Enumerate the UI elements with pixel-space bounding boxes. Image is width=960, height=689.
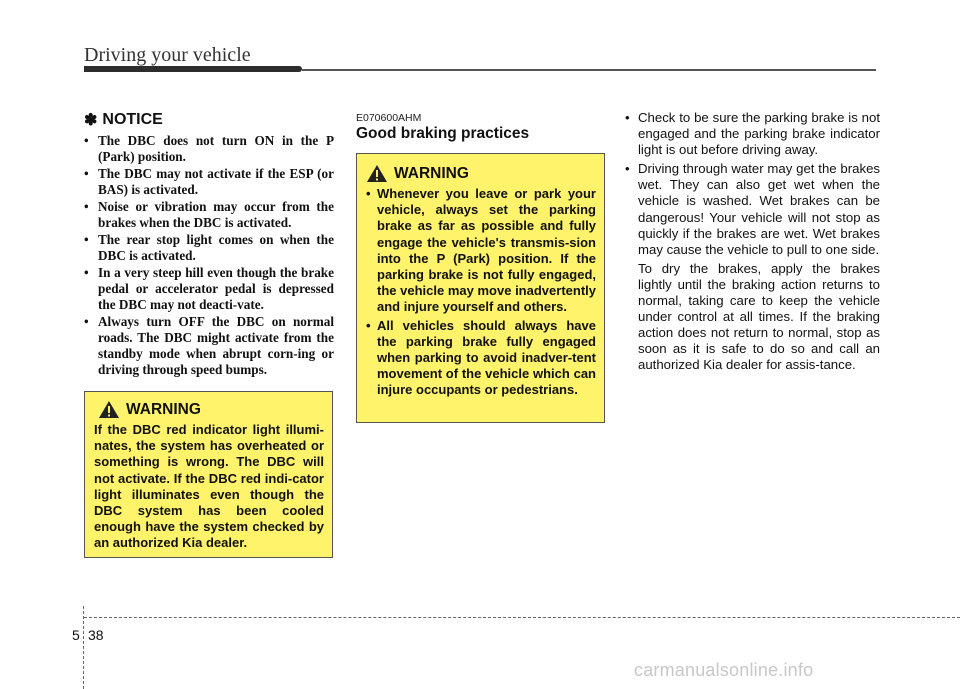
braking-tips-list bbox=[625, 110, 880, 258]
section-code: E070600AHM bbox=[356, 112, 422, 124]
chapter-number: 5 bbox=[72, 627, 80, 643]
parking-brake-warning-box bbox=[356, 153, 605, 423]
dbc-warning-box bbox=[84, 391, 333, 558]
braking-tips-column bbox=[625, 110, 880, 374]
warning-heading bbox=[366, 164, 596, 183]
dry-brakes-paragraph: To dry the brakes, apply the brakes lightly until the braking action returns to normal, taking care to keep the vehicle under control at all times. If the braking action does not return to normal, stop as soon as it is safe to do so and call an authorized Kia dealer for assis-tance. bbox=[638, 260, 880, 373]
section-title: Good braking practices bbox=[356, 125, 530, 142]
notice-title: NOTICE bbox=[102, 111, 163, 128]
page-number: 38 bbox=[88, 627, 104, 643]
warning-item: • All vehicles should always have the parking brake fully engaged when parking to avoid inadver-tent movement of the vehicle which can injure occupants or pedestrians. bbox=[366, 317, 596, 398]
notice-item: • Noise or vibration may occur from the brakes when the DBC is activated. bbox=[84, 199, 334, 230]
notice-item: • The DBC does not turn ON in the P (Park) position. bbox=[84, 133, 334, 164]
notice-item: • The DBC may not activate if the ESP (or BAS) is activated. bbox=[84, 166, 334, 197]
warning-heading bbox=[94, 400, 324, 419]
notice-list bbox=[84, 133, 334, 378]
braking-tip-item: • Driving through water may get the brakes wet. They can also get wet when the vehicle is washed. Wet brakes can be dangerous! Your vehicle will not stop as quickly if the brakes are wet. Wet brakes may cause the vehicle to pull to one side. bbox=[625, 161, 880, 257]
warning-title: WARNING bbox=[126, 400, 201, 418]
warning-item: • Whenever you leave or park your vehicle, always set the parking brake as far as possible and fully engage the vehicle's transmis-sion into the P (Park) position. If the parking brake is not fully engaged, the vehicle may move inadvertently and injure yourself and others. bbox=[366, 186, 596, 315]
page-header-title: Driving your vehicle bbox=[84, 44, 251, 66]
watermark: carmanualsonline.info bbox=[634, 660, 814, 680]
notice-section bbox=[84, 110, 334, 379]
header-rule-thin bbox=[302, 69, 876, 71]
notice-heading bbox=[84, 110, 334, 130]
footer-vertical-rule bbox=[83, 606, 84, 689]
notice-item: • The rear stop light comes on when the DBC is activated. bbox=[84, 232, 334, 263]
notice-item: • Always turn OFF the DBC on normal roads. The DBC might activate from the standby mode when abrupt corn-ing or driving through speed bumps. bbox=[84, 314, 334, 377]
header-rule-thick bbox=[84, 66, 302, 72]
warning-text: If the DBC red indicator light illumi-nates, the system has overheated or something is wrong. The DBC will not activate. If the DBC red indi-cator light illuminates even though the DBC system has been cooled enough have the system checked by an authorized Kia dealer. bbox=[94, 422, 324, 551]
warning-triangle-icon bbox=[98, 400, 120, 419]
braking-tip-item: • Check to be sure the parking brake is not engaged and the parking brake indicator light is out before driving away. bbox=[625, 110, 880, 158]
warning-list bbox=[366, 186, 596, 399]
warning-title: WARNING bbox=[394, 164, 469, 182]
notice-star-icon: ✽ bbox=[84, 112, 98, 129]
notice-item: • In a very steep hill even though the brake pedal or accelerator pedal is depressed the DBC may not deacti-vate. bbox=[84, 265, 334, 312]
warning-triangle-icon bbox=[366, 164, 388, 183]
footer-rule bbox=[84, 617, 960, 618]
